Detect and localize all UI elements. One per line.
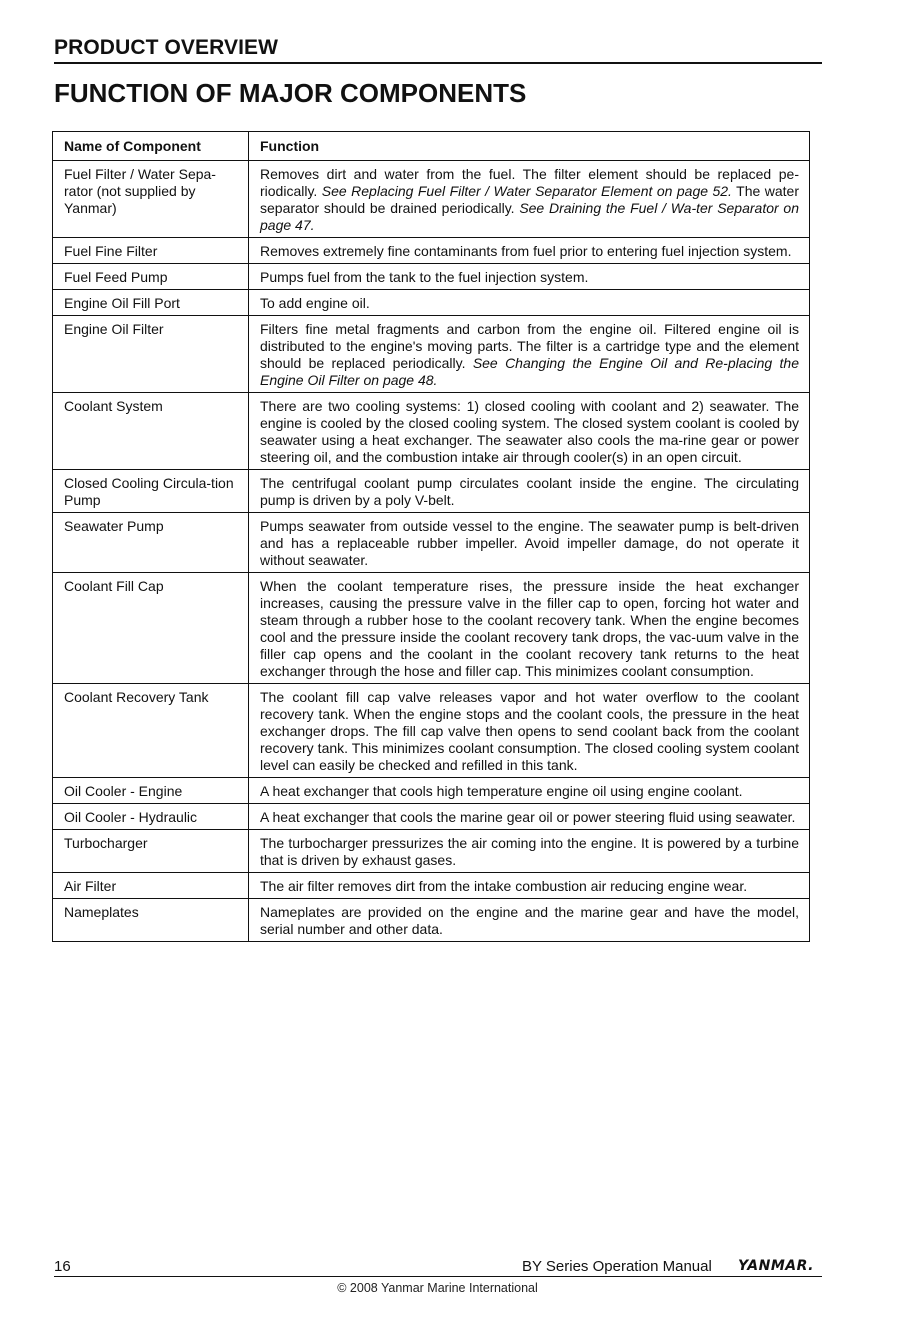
component-name: Fuel Feed Pump — [53, 264, 249, 290]
component-function — [249, 161, 810, 238]
component-name: Engine Oil Filter — [53, 316, 249, 393]
table-row — [53, 470, 810, 513]
table-row — [53, 264, 810, 290]
components-table — [52, 131, 810, 942]
component-name: Closed Cooling Circula-tion Pump — [53, 470, 249, 513]
title-rule — [54, 62, 822, 64]
table-row — [53, 778, 810, 804]
table-row — [53, 804, 810, 830]
table-row — [53, 290, 810, 316]
table-row — [53, 873, 810, 899]
function-text: There are two cooling systems: 1) closed cooling with coolant and 2) seawater. The engine is cooled by the closed cooling system. The closed system coolant is cooled by seawater using a heat exchanger. The seawater also cools the ma-rine gear or power steering oil, and the combustion intake air through cooler(s) in an open circuit. — [260, 398, 799, 465]
function-text: To add engine oil. — [260, 295, 370, 311]
name-column-header: Name of Component — [53, 132, 249, 161]
component-function — [249, 804, 810, 830]
cross-reference: See Draining the Fuel / Wa-ter Separator on page 47. — [260, 200, 799, 233]
table-row — [53, 316, 810, 393]
component-function — [249, 873, 810, 899]
function-text: The turbocharger pressurizes the air coming into the engine. It is powered by a turbine that is driven by exhaust gases. — [260, 835, 799, 868]
component-function — [249, 238, 810, 264]
function-text: Pumps fuel from the tank to the fuel injection system. — [260, 269, 589, 285]
component-name: Fuel Fine Filter — [53, 238, 249, 264]
component-name: Coolant System — [53, 393, 249, 470]
function-text: Filters fine metal fragments and carbon from the engine oil. Filtered engine oil is distributed to the engine's moving parts. The filter is a cartridge type and the element should be replaced periodically. — [260, 321, 799, 371]
table-row — [53, 513, 810, 573]
footer-rule — [54, 1276, 822, 1277]
table-row — [53, 899, 810, 942]
component-function — [249, 264, 810, 290]
function-text: The air filter removes dirt from the intake combustion air reducing engine wear. — [260, 878, 748, 894]
component-function — [249, 290, 810, 316]
function-text: The water separator should be drained periodically. — [260, 183, 799, 216]
function-text: Pumps seawater from outside vessel to the engine. The seawater pump is belt-driven and has a replaceable rubber impeller. Avoid impeller damage, do not operate it without seawater. — [260, 518, 799, 568]
manual-title: BY Series Operation Manual — [522, 1258, 712, 1275]
table-body — [53, 161, 810, 942]
component-function — [249, 573, 810, 684]
component-name: Seawater Pump — [53, 513, 249, 573]
table-row — [53, 161, 810, 238]
component-name: Coolant Fill Cap — [53, 573, 249, 684]
component-name: Coolant Recovery Tank — [53, 684, 249, 778]
cross-reference: See Replacing Fuel Filter / Water Separator Element on page 52. — [321, 183, 732, 199]
component-function — [249, 470, 810, 513]
table-row — [53, 684, 810, 778]
function-text: Removes extremely fine contaminants from fuel prior to entering fuel injection system. — [260, 243, 792, 259]
page-number: 16 — [54, 1258, 71, 1275]
function-text: When the coolant temperature rises, the pressure inside the heat exchanger increases, causing the pressure valve in the filler cap to open, forcing hot water and steam through a rubber hose to the coolant recovery tank. When the engine becomes cool and the pressure inside the coolant recovery tank drops, the vac-uum valve in the filler cap opens and the coolant in the coolant recovery tank returns to the heat exchanger through the hose and filler cap. This minimizes coolant consumption. — [260, 578, 799, 679]
table-header-row — [53, 132, 810, 161]
component-function — [249, 830, 810, 873]
table-row — [53, 393, 810, 470]
component-function — [249, 316, 810, 393]
page-title: FUNCTION OF MAJOR COMPONENTS — [54, 78, 527, 108]
component-function — [249, 899, 810, 942]
component-function — [249, 684, 810, 778]
function-text: A heat exchanger that cools the marine gear oil or power steering fluid using seawater. — [260, 809, 796, 825]
section-title: PRODUCT OVERVIEW — [54, 36, 279, 59]
component-function — [249, 778, 810, 804]
cross-reference: See Changing the Engine Oil and Re-placing the Engine Oil Filter on page 48. — [260, 355, 799, 388]
function-text: The coolant fill cap valve releases vapor and hot water overflow to the coolant recovery tank. When the engine stops and the coolant cools, the pressure in the heat exchanger drops. The fill cap valve then opens to send coolant back from the coolant recovery tank. This minimizes coolant consumption. The closed cooling system coolant level can easily be checked and refilled in this tank. — [260, 689, 799, 773]
component-name: Nameplates — [53, 899, 249, 942]
component-name: Air Filter — [53, 873, 249, 899]
function-text: Nameplates are provided on the engine and the marine gear and have the model, serial number and other data. — [260, 904, 799, 937]
function-text: The centrifugal coolant pump circulates coolant inside the engine. The circulating pump is driven by a poly V-belt. — [260, 475, 799, 508]
component-function — [249, 513, 810, 573]
component-name: Fuel Filter / Water Sepa-rator (not supplied by Yanmar) — [53, 161, 249, 238]
function-text: Removes dirt and water from the fuel. The filter element should be replaced pe-riodically. — [260, 166, 799, 199]
function-column-header: Function — [249, 132, 810, 161]
component-name: Engine Oil Fill Port — [53, 290, 249, 316]
yanmar-logo: YANMAR. — [738, 1258, 814, 1274]
table-row — [53, 238, 810, 264]
copyright-notice: © 2008 Yanmar Marine International — [337, 1281, 538, 1295]
component-function — [249, 393, 810, 470]
table-row — [53, 573, 810, 684]
table-row — [53, 830, 810, 873]
component-name: Oil Cooler - Engine — [53, 778, 249, 804]
component-name: Turbocharger — [53, 830, 249, 873]
function-text: A heat exchanger that cools high temperature engine oil using engine coolant. — [260, 783, 743, 799]
component-name: Oil Cooler - Hydraulic — [53, 804, 249, 830]
